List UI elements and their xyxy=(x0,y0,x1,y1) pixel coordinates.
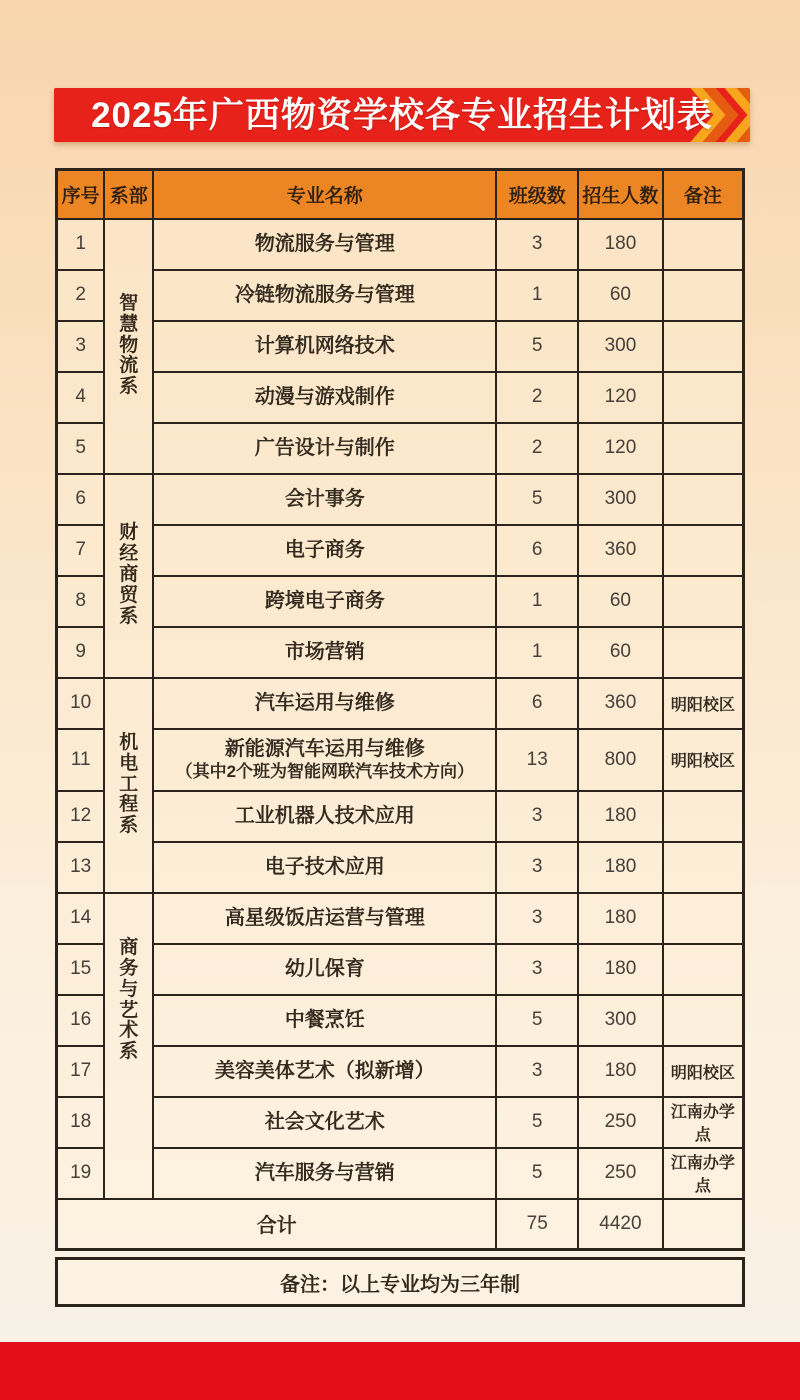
row-number-cell: 8 xyxy=(57,576,105,627)
major-name: 动漫与游戏制作 xyxy=(254,385,395,408)
major-name-cell xyxy=(153,944,496,995)
major-name-cell xyxy=(153,270,496,321)
students-count-cell: 180 xyxy=(578,842,663,893)
remark-cell xyxy=(663,423,744,474)
row-number-cell: 13 xyxy=(57,842,105,893)
title-banner xyxy=(54,88,750,142)
table-row xyxy=(57,321,744,372)
major-name: 汽车运用与维修 xyxy=(254,691,395,714)
remark-cell xyxy=(663,474,744,525)
major-name: 幼儿保育 xyxy=(284,957,365,980)
major-name: 会计事务 xyxy=(284,487,365,510)
students-count-cell: 180 xyxy=(578,893,663,944)
major-name: 电子商务 xyxy=(284,538,365,561)
table-row xyxy=(57,893,744,944)
remark-cell xyxy=(663,576,744,627)
table-row xyxy=(57,1097,744,1148)
bottom-red-bar xyxy=(0,1342,800,1400)
remark-cell xyxy=(663,525,744,576)
remark-cell xyxy=(663,944,744,995)
classes-count-cell: 5 xyxy=(496,995,578,1046)
row-number-cell: 5 xyxy=(57,423,105,474)
department-cell xyxy=(104,219,153,474)
students-count-cell: 250 xyxy=(578,1097,663,1148)
note-text: 备注：以上专业均为三年制 xyxy=(280,1273,520,1296)
total-classes-cell: 75 xyxy=(496,1199,578,1250)
remark-cell: 江南办学点 xyxy=(663,1097,744,1148)
major-name-cell xyxy=(153,842,496,893)
remark-cell: 明阳校区 xyxy=(663,729,744,791)
major-name: 新能源汽车运用与维修 xyxy=(224,737,425,760)
classes-count-cell: 5 xyxy=(496,1097,578,1148)
remark-cell xyxy=(663,627,744,678)
students-count-cell: 180 xyxy=(578,1046,663,1097)
classes-count-cell: 3 xyxy=(496,944,578,995)
remark-cell xyxy=(663,893,744,944)
major-name-cell xyxy=(153,627,496,678)
row-number-cell: 12 xyxy=(57,791,105,842)
row-number-cell: 16 xyxy=(57,995,105,1046)
enrollment-table xyxy=(55,168,745,1251)
remark-cell: 江南办学点 xyxy=(663,1148,744,1199)
major-name: 计算机网络技术 xyxy=(254,334,395,357)
table-row xyxy=(57,576,744,627)
major-name: 跨境电子商务 xyxy=(264,589,385,612)
classes-count-cell: 5 xyxy=(496,321,578,372)
table-row xyxy=(57,627,744,678)
students-count-cell: 360 xyxy=(578,525,663,576)
major-name-cell xyxy=(153,423,496,474)
major-name: 电子技术应用 xyxy=(264,855,385,878)
row-number-cell: 2 xyxy=(57,270,105,321)
major-name-cell xyxy=(153,791,496,842)
table-header-row xyxy=(57,170,744,219)
table-row xyxy=(57,423,744,474)
classes-count-cell: 1 xyxy=(496,270,578,321)
students-count-cell: 120 xyxy=(578,423,663,474)
major-name-cell xyxy=(153,372,496,423)
table-row xyxy=(57,842,744,893)
major-name-cell xyxy=(153,219,496,270)
department-name: 机电工程系 xyxy=(119,731,139,837)
major-name-sub: （其中2个班为智能网联汽车技术方向） xyxy=(175,761,475,781)
remark-cell xyxy=(663,270,744,321)
department-name: 商务与艺术系 xyxy=(119,936,139,1063)
table-row xyxy=(57,474,744,525)
major-name: 市场营销 xyxy=(284,640,365,663)
students-count-cell: 300 xyxy=(578,995,663,1046)
major-name: 工业机器人技术应用 xyxy=(234,804,415,827)
classes-count-cell: 3 xyxy=(496,1046,578,1097)
header-remark: 备注 xyxy=(663,170,744,219)
students-count-cell: 60 xyxy=(578,270,663,321)
header-department: 系部 xyxy=(104,170,153,219)
department-cell xyxy=(104,474,153,678)
students-count-cell: 180 xyxy=(578,219,663,270)
remark-cell xyxy=(663,321,744,372)
classes-count-cell: 1 xyxy=(496,576,578,627)
classes-count-cell: 5 xyxy=(496,474,578,525)
students-count-cell: 180 xyxy=(578,791,663,842)
department-name: 财经商贸系 xyxy=(119,522,139,627)
header-no: 序号 xyxy=(57,170,105,219)
department-cell xyxy=(104,678,153,893)
major-name-cell xyxy=(153,995,496,1046)
major-name-cell xyxy=(153,678,496,729)
table-row xyxy=(57,1046,744,1097)
major-name: 广告设计与制作 xyxy=(254,436,395,459)
students-count-cell: 60 xyxy=(578,627,663,678)
major-name: 高星级饭店运营与管理 xyxy=(224,906,425,929)
classes-count-cell: 5 xyxy=(496,1148,578,1199)
remark-cell xyxy=(663,995,744,1046)
major-name: 汽车服务与营销 xyxy=(254,1161,395,1184)
table-row xyxy=(57,995,744,1046)
major-name-cell xyxy=(153,1097,496,1148)
row-number-cell: 10 xyxy=(57,678,105,729)
page-title: 2025年广西物资学校各专业招生计划表 xyxy=(91,95,713,135)
table-row xyxy=(57,729,744,791)
total-students-cell: 4420 xyxy=(578,1199,663,1250)
students-count-cell: 300 xyxy=(578,321,663,372)
table-row xyxy=(57,219,744,270)
students-count-cell: 250 xyxy=(578,1148,663,1199)
major-name-cell xyxy=(153,576,496,627)
students-count-cell: 60 xyxy=(578,576,663,627)
row-number-cell: 1 xyxy=(57,219,105,270)
remark-cell xyxy=(663,219,744,270)
remark-cell xyxy=(663,791,744,842)
students-count-cell: 360 xyxy=(578,678,663,729)
table-row xyxy=(57,944,744,995)
table-row xyxy=(57,270,744,321)
major-name-cell xyxy=(153,1046,496,1097)
major-name: 中餐烹饪 xyxy=(284,1008,365,1031)
classes-count-cell: 6 xyxy=(496,678,578,729)
header-major: 专业名称 xyxy=(153,170,496,219)
row-number-cell: 14 xyxy=(57,893,105,944)
classes-count-cell: 3 xyxy=(496,791,578,842)
major-name-cell xyxy=(153,1148,496,1199)
table-row xyxy=(57,1148,744,1199)
students-count-cell: 180 xyxy=(578,944,663,995)
remark-cell xyxy=(663,842,744,893)
students-count-cell: 300 xyxy=(578,474,663,525)
major-name-cell xyxy=(153,321,496,372)
row-number-cell: 6 xyxy=(57,474,105,525)
classes-count-cell: 3 xyxy=(496,219,578,270)
row-number-cell: 4 xyxy=(57,372,105,423)
department-cell xyxy=(104,893,153,1199)
students-count-cell: 800 xyxy=(578,729,663,791)
total-remark-cell xyxy=(663,1199,744,1250)
major-name-cell xyxy=(153,729,496,791)
major-name: 美容美体艺术（拟新增） xyxy=(214,1059,435,1082)
classes-count-cell: 1 xyxy=(496,627,578,678)
row-number-cell: 9 xyxy=(57,627,105,678)
table-row xyxy=(57,678,744,729)
major-name-cell xyxy=(153,525,496,576)
row-number-cell: 11 xyxy=(57,729,105,791)
header-students: 招生人数 xyxy=(578,170,663,219)
classes-count-cell: 6 xyxy=(496,525,578,576)
remark-cell: 明阳校区 xyxy=(663,1046,744,1097)
row-number-cell: 18 xyxy=(57,1097,105,1148)
total-label-cell: 合计 xyxy=(57,1199,497,1250)
table-row xyxy=(57,525,744,576)
enrollment-table-area xyxy=(55,168,745,1307)
remark-cell xyxy=(663,372,744,423)
major-name: 冷链物流服务与管理 xyxy=(234,283,415,306)
table-row xyxy=(57,372,744,423)
row-number-cell: 7 xyxy=(57,525,105,576)
remark-cell: 明阳校区 xyxy=(663,678,744,729)
department-name: 智慧物流系 xyxy=(119,292,139,398)
major-name: 社会文化艺术 xyxy=(264,1110,385,1133)
classes-count-cell: 3 xyxy=(496,893,578,944)
table-row xyxy=(57,791,744,842)
major-name: 物流服务与管理 xyxy=(254,232,395,255)
major-name-cell xyxy=(153,893,496,944)
classes-count-cell: 2 xyxy=(496,423,578,474)
classes-count-cell: 13 xyxy=(496,729,578,791)
classes-count-cell: 2 xyxy=(496,372,578,423)
row-number-cell: 3 xyxy=(57,321,105,372)
students-count-cell: 120 xyxy=(578,372,663,423)
header-classes: 班级数 xyxy=(496,170,578,219)
note-box xyxy=(55,1257,745,1307)
row-number-cell: 17 xyxy=(57,1046,105,1097)
total-row xyxy=(57,1199,744,1250)
row-number-cell: 19 xyxy=(57,1148,105,1199)
row-number-cell: 15 xyxy=(57,944,105,995)
major-name-cell xyxy=(153,474,496,525)
classes-count-cell: 3 xyxy=(496,842,578,893)
